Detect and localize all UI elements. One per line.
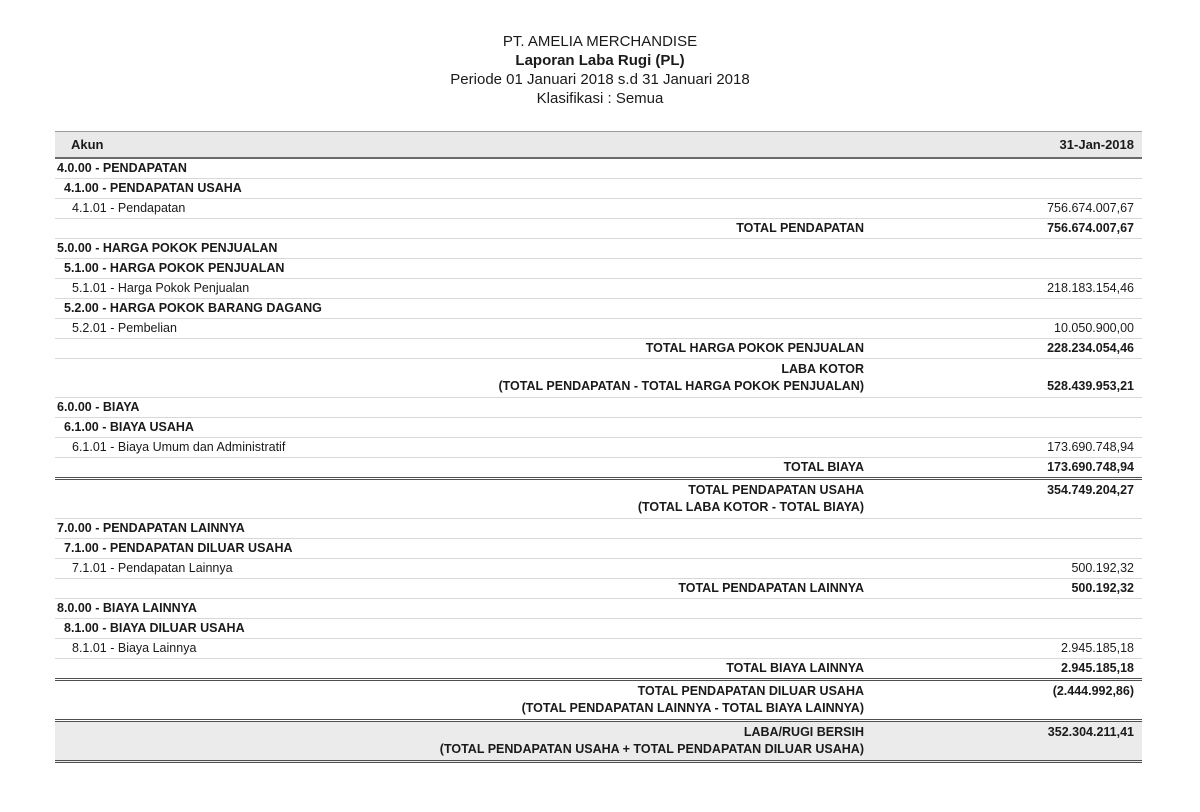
profit-loss-table bbox=[55, 131, 1142, 763]
account-label: 5.2.00 - HARGA POKOK BARANG DAGANG bbox=[55, 299, 868, 319]
amount-value: 2.945.185,18 bbox=[868, 659, 1142, 680]
table-body bbox=[55, 158, 1142, 762]
amount-value: 173.690.748,94 bbox=[868, 458, 1142, 479]
account-label: 5.1.01 - Harga Pokok Penjualan bbox=[55, 279, 868, 299]
account-label: TOTAL BIAYA bbox=[55, 458, 868, 479]
account-label: TOTAL PENDAPATAN bbox=[55, 219, 868, 239]
table-row bbox=[55, 199, 1142, 219]
company-name: PT. AMELIA MERCHANDISE bbox=[502, 33, 698, 50]
report-period: Periode 01 Januari 2018 s.d 31 Januari 2018 bbox=[450, 71, 750, 88]
column-header-date: 31-Jan-2018 bbox=[868, 132, 1142, 159]
table-row bbox=[55, 680, 1142, 721]
amount-value: 500.192,32 bbox=[868, 579, 1142, 599]
table-row bbox=[55, 239, 1142, 259]
amount-value bbox=[868, 539, 1142, 559]
table-row bbox=[55, 539, 1142, 559]
table-row bbox=[55, 339, 1142, 359]
total-label-line2: (TOTAL PENDAPATAN LAINNYA - TOTAL BIAYA LAINNYA) bbox=[521, 701, 864, 715]
account-label: 4.1.01 - Pendapatan bbox=[55, 199, 868, 219]
amount-value: 2.945.185,18 bbox=[868, 639, 1142, 659]
account-label: 6.1.00 - BIAYA USAHA bbox=[55, 418, 868, 438]
report-classification: Klasifikasi : Semua bbox=[536, 90, 664, 107]
total-label-line2: (TOTAL PENDAPATAN USAHA + TOTAL PENDAPATAN DILUAR USAHA) bbox=[439, 742, 864, 756]
account-label: 7.1.01 - Pendapatan Lainnya bbox=[55, 559, 868, 579]
table-row bbox=[55, 359, 1142, 398]
amount-value: 756.674.007,67 bbox=[868, 219, 1142, 239]
table-row bbox=[55, 299, 1142, 319]
table-header-row bbox=[55, 132, 1142, 159]
account-label: 7.1.00 - PENDAPATAN DILUAR USAHA bbox=[55, 539, 868, 559]
report-title: Laporan Laba Rugi (PL) bbox=[515, 52, 685, 69]
account-label: TOTAL PENDAPATAN LAINNYA bbox=[55, 579, 868, 599]
table-row bbox=[55, 721, 1142, 762]
account-label: 5.2.01 - Pembelian bbox=[55, 319, 868, 339]
account-label: 4.1.00 - PENDAPATAN USAHA bbox=[55, 179, 868, 199]
amount-value bbox=[868, 519, 1142, 539]
table-row bbox=[55, 158, 1142, 179]
table-row bbox=[55, 259, 1142, 279]
table-row bbox=[55, 579, 1142, 599]
total-label-line1: TOTAL PENDAPATAN USAHA bbox=[688, 483, 864, 497]
amount-value bbox=[868, 418, 1142, 438]
table-row bbox=[55, 659, 1142, 680]
amount-value: 228.234.054,46 bbox=[868, 339, 1142, 359]
amount-value: 218.183.154,46 bbox=[868, 279, 1142, 299]
column-header-akun: Akun bbox=[55, 132, 868, 159]
account-label: TOTAL HARGA POKOK PENJUALAN bbox=[55, 339, 868, 359]
table-row bbox=[55, 418, 1142, 438]
account-label: 8.1.00 - BIAYA DILUAR USAHA bbox=[55, 619, 868, 639]
account-label: 5.0.00 - HARGA POKOK PENJUALAN bbox=[55, 239, 868, 259]
table-row bbox=[55, 479, 1142, 519]
table-row bbox=[55, 458, 1142, 479]
table-row bbox=[55, 179, 1142, 199]
total-label-line2: (TOTAL LABA KOTOR - TOTAL BIAYA) bbox=[637, 500, 864, 514]
amount-value: 354.749.204,27 bbox=[868, 479, 1142, 519]
amount-value: 500.192,32 bbox=[868, 559, 1142, 579]
table-row bbox=[55, 398, 1142, 418]
account-label: 6.0.00 - BIAYA bbox=[55, 398, 868, 418]
account-label bbox=[55, 680, 868, 721]
table-row bbox=[55, 319, 1142, 339]
total-label-line1: TOTAL PENDAPATAN DILUAR USAHA bbox=[637, 684, 864, 698]
amount-value bbox=[868, 158, 1142, 179]
total-label-line1: LABA/RUGI BERSIH bbox=[743, 725, 864, 739]
table-row bbox=[55, 519, 1142, 539]
account-label: 8.1.01 - Biaya Lainnya bbox=[55, 639, 868, 659]
amount-value bbox=[868, 239, 1142, 259]
table-row bbox=[55, 639, 1142, 659]
amount-value bbox=[868, 179, 1142, 199]
amount-value: 528.439.953,21 bbox=[868, 359, 1142, 398]
account-label: TOTAL BIAYA LAINNYA bbox=[55, 659, 868, 680]
amount-value: 10.050.900,00 bbox=[868, 319, 1142, 339]
table-row bbox=[55, 219, 1142, 239]
account-label: 8.0.00 - BIAYA LAINNYA bbox=[55, 599, 868, 619]
account-label: 7.0.00 - PENDAPATAN LAINNYA bbox=[55, 519, 868, 539]
table-row bbox=[55, 438, 1142, 458]
amount-value bbox=[868, 619, 1142, 639]
total-label-line1: LABA KOTOR bbox=[781, 362, 864, 376]
table-row bbox=[55, 619, 1142, 639]
account-label: 6.1.01 - Biaya Umum dan Administratif bbox=[55, 438, 868, 458]
account-label bbox=[55, 359, 868, 398]
amount-value bbox=[868, 299, 1142, 319]
amount-value: (2.444.992,86) bbox=[868, 680, 1142, 721]
report-header bbox=[0, 0, 1200, 108]
amount-value bbox=[868, 599, 1142, 619]
amount-value: 756.674.007,67 bbox=[868, 199, 1142, 219]
amount-value: 173.690.748,94 bbox=[868, 438, 1142, 458]
table-row bbox=[55, 599, 1142, 619]
table-row bbox=[55, 279, 1142, 299]
total-label-line2: (TOTAL PENDAPATAN - TOTAL HARGA POKOK PENJUALAN) bbox=[498, 379, 864, 393]
account-label: 5.1.00 - HARGA POKOK PENJUALAN bbox=[55, 259, 868, 279]
amount-value bbox=[868, 259, 1142, 279]
account-label: 4.0.00 - PENDAPATAN bbox=[55, 158, 868, 179]
amount-value bbox=[868, 398, 1142, 418]
account-label bbox=[55, 479, 868, 519]
amount-value: 352.304.211,41 bbox=[868, 721, 1142, 762]
table-row bbox=[55, 559, 1142, 579]
account-label bbox=[55, 721, 868, 762]
